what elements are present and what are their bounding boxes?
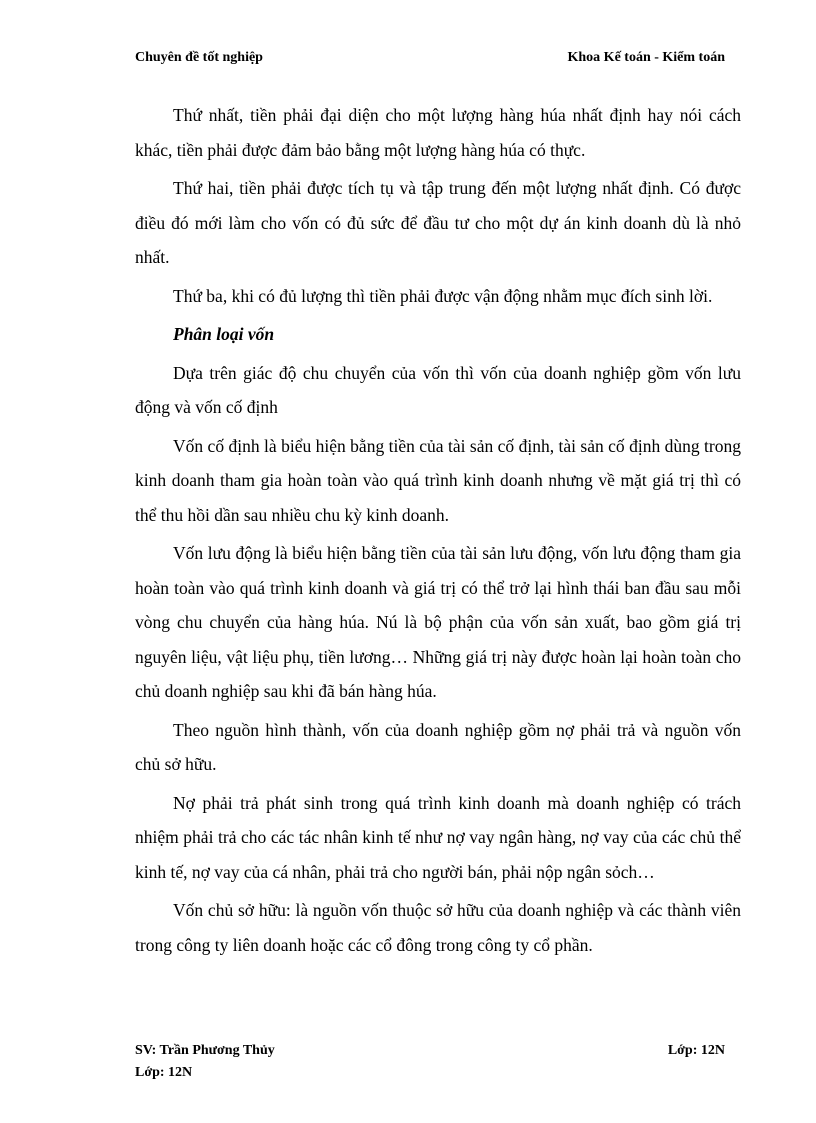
footer-class-left: Lớp: 12N (135, 1065, 193, 1080)
page-footer (135, 1040, 725, 1084)
footer-student-name: SV: Trần Phương Thủy (135, 1043, 275, 1058)
header-thesis-title: Chuyên đề tốt nghiệp (135, 50, 263, 65)
document-body (135, 98, 741, 966)
paragraph: Thứ hai, tiền phải được tích tụ và tập trung đến một lượng nhất định. Có được điều đó mới làm cho vốn có đủ sức để đầu tư cho một dự án kinh doanh dù là nhỏ nhất. (135, 178, 741, 267)
paragraph: Dựa trên giác độ chu chuyển của vốn thì vốn của doanh nghiệp gồm vốn lưu động và vốn cố định (135, 362, 741, 417)
page-header (135, 50, 725, 70)
paragraph: Theo nguồn hình thành, vốn của doanh nghiệp gồm nợ phải trả và nguồn vốn chủ sở hữu. (135, 719, 741, 774)
footer-row (135, 1062, 725, 1084)
footer-row (135, 1040, 725, 1062)
paragraph: Vốn lưu động là biểu hiện bằng tiền của tài sản lưu động, vốn lưu động tham gia hoàn toàn vào quá trình kinh doanh và giá trị có thể trở lại hình thái ban đầu sau mỗi vòng chu chuyển của hàng húa. Nú là bộ phận của vốn sản xuất, bao gồm giá trị nguyên liệu, vật liệu phụ, tiền lương… Những giá trị này được hoàn lại hoàn toàn cho chủ doanh nghiệp sau khi đã bán hàng húa. (135, 543, 741, 701)
paragraph: Vốn chủ sở hữu: là nguồn vốn thuộc sở hữu của doanh nghiệp và các thành viên trong công ty liên doanh hoặc các cổ đông trong công ty cổ phần. (135, 900, 741, 955)
paragraph: Vốn cố định là biểu hiện bằng tiền của tài sản cố định, tài sản cố định dùng trong kinh doanh tham gia hoàn toàn vào quá trình kinh doanh nhưng về mặt giá trị thì có thể thu hồi dần sau nhiều chu kỳ kinh doanh. (135, 435, 741, 525)
section-heading: Phân loại vốn (173, 324, 275, 344)
paragraph: Thứ nhất, tiền phải đại diện cho một lượng hàng húa nhất định hay nói cách khác, tiền phải được đảm bảo bằng một lượng hàng húa có thực. (135, 105, 741, 160)
paragraph: Thứ ba, khi có đủ lượng thì tiền phải được vận động nhằm mục đích sinh lời. (173, 285, 713, 306)
footer-class-right: Lớp: 12N (667, 1043, 725, 1058)
paragraph: Nợ phải trả phát sinh trong quá trình kinh doanh mà doanh nghiệp có trách nhiệm phải trả cho các tác nhân kinh tế như nợ vay ngân hàng, nợ vay của các chủ thể kinh tế, nợ vay của cá nhân, phải trả cho người bán, phải nộp ngân sỏch… (135, 792, 741, 882)
header-faculty: Khoa Kế toán - Kiểm toán (567, 50, 725, 65)
